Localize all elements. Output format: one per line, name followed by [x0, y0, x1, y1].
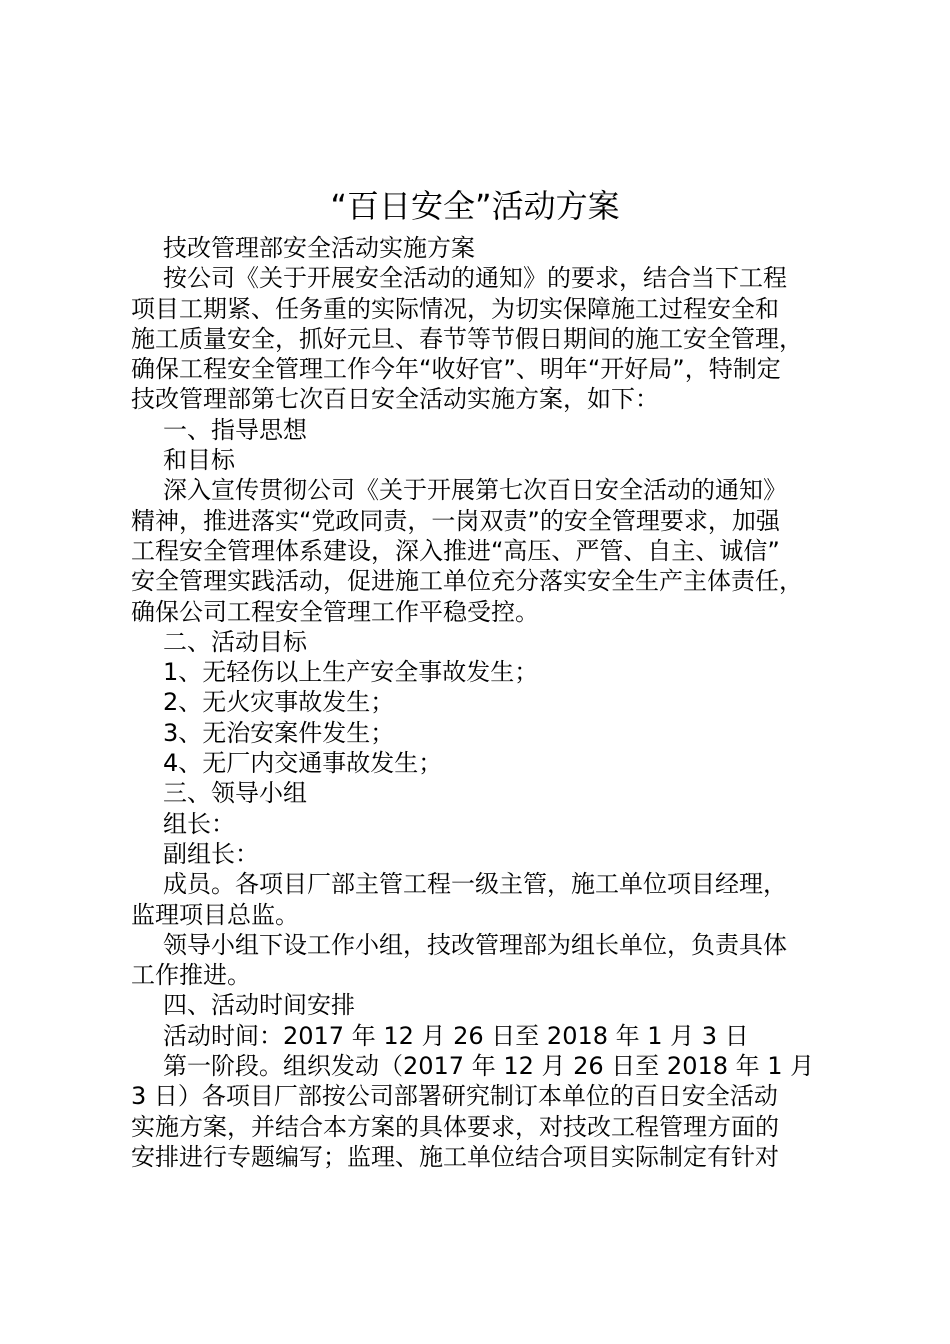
paragraph-line: 副组长：	[163, 839, 259, 868]
paragraph-line: 领导小组下设工作小组，技改管理部为组长单位，负责具体	[163, 930, 787, 959]
paragraph-line: 3 日）各项目厂部按公司部署研究制订本单位的百日安全活动	[131, 1082, 778, 1111]
paragraph-line: 工作推进。	[131, 961, 251, 990]
paragraph-line: 按公司《关于开展安全活动的通知》的要求，结合当下工程	[163, 264, 787, 293]
section-heading: 四、活动时间安排	[163, 991, 355, 1020]
paragraph-line: 活动时间：2017 年 12 月 26 日至 2018 年 1 月 3 日	[163, 1021, 749, 1050]
section-heading: 三、领导小组	[163, 779, 307, 808]
paragraph-line: 施工质量安全，抓好元旦、春节等节假日期间的施工安全管理，	[131, 324, 803, 353]
paragraph-line: 安全管理实践活动，促进施工单位充分落实安全生产主体责任，	[131, 567, 803, 596]
paragraph-line: 安排进行专题编写；监理、施工单位结合项目实际制定有针对	[131, 1142, 779, 1171]
paragraph-line: 工程安全管理体系建设，深入推进“高压、严管、自主、诚信”	[131, 536, 780, 565]
section-heading: 二、活动目标	[163, 627, 307, 656]
paragraph-line: 成员。各项目厂部主管工程一级主管，施工单位项目经理，	[163, 870, 787, 899]
document-body	[131, 233, 851, 1172]
paragraph-line: 组长：	[163, 809, 235, 838]
paragraph-line: 确保工程安全管理工作今年“收好官”、明年“开好局”，特制定	[131, 355, 781, 384]
section-heading: 一、指导思想	[163, 415, 307, 444]
paragraph-line: 实施方案，并结合本方案的具体要求，对技改工程管理方面的	[131, 1112, 779, 1141]
list-item: 3、无治安案件发生；	[163, 718, 395, 747]
paragraph-line: 第一阶段。组织发动（2017 年 12 月 26 日至 2018 年 1 月	[163, 1052, 815, 1081]
paragraph-line: 技改管理部第七次百日安全活动实施方案，如下：	[131, 385, 659, 414]
list-item: 2、无火灾事故发生；	[163, 688, 395, 717]
list-item: 4、无厂内交通事故发生；	[163, 749, 443, 778]
paragraph-line: 项目工期紧、任务重的实际情况，为切实保障施工过程安全和	[131, 294, 779, 323]
list-item: 1、无轻伤以上生产安全事故发生；	[163, 658, 539, 687]
paragraph-line: 精神，推进落实“党政同责，一岗双责”的安全管理要求，加强	[131, 506, 780, 535]
section-heading: 和目标	[163, 446, 235, 475]
paragraph-line: 技改管理部安全活动实施方案	[163, 234, 475, 262]
paragraph-line: 监理项目总监。	[131, 900, 299, 929]
document-title: “百日安全”活动方案	[330, 187, 620, 225]
paragraph-line: 深入宣传贯彻公司《关于开展第七次百日安全活动的通知》	[163, 476, 787, 505]
paragraph-line: 确保公司工程安全管理工作平稳受控。	[131, 597, 539, 626]
